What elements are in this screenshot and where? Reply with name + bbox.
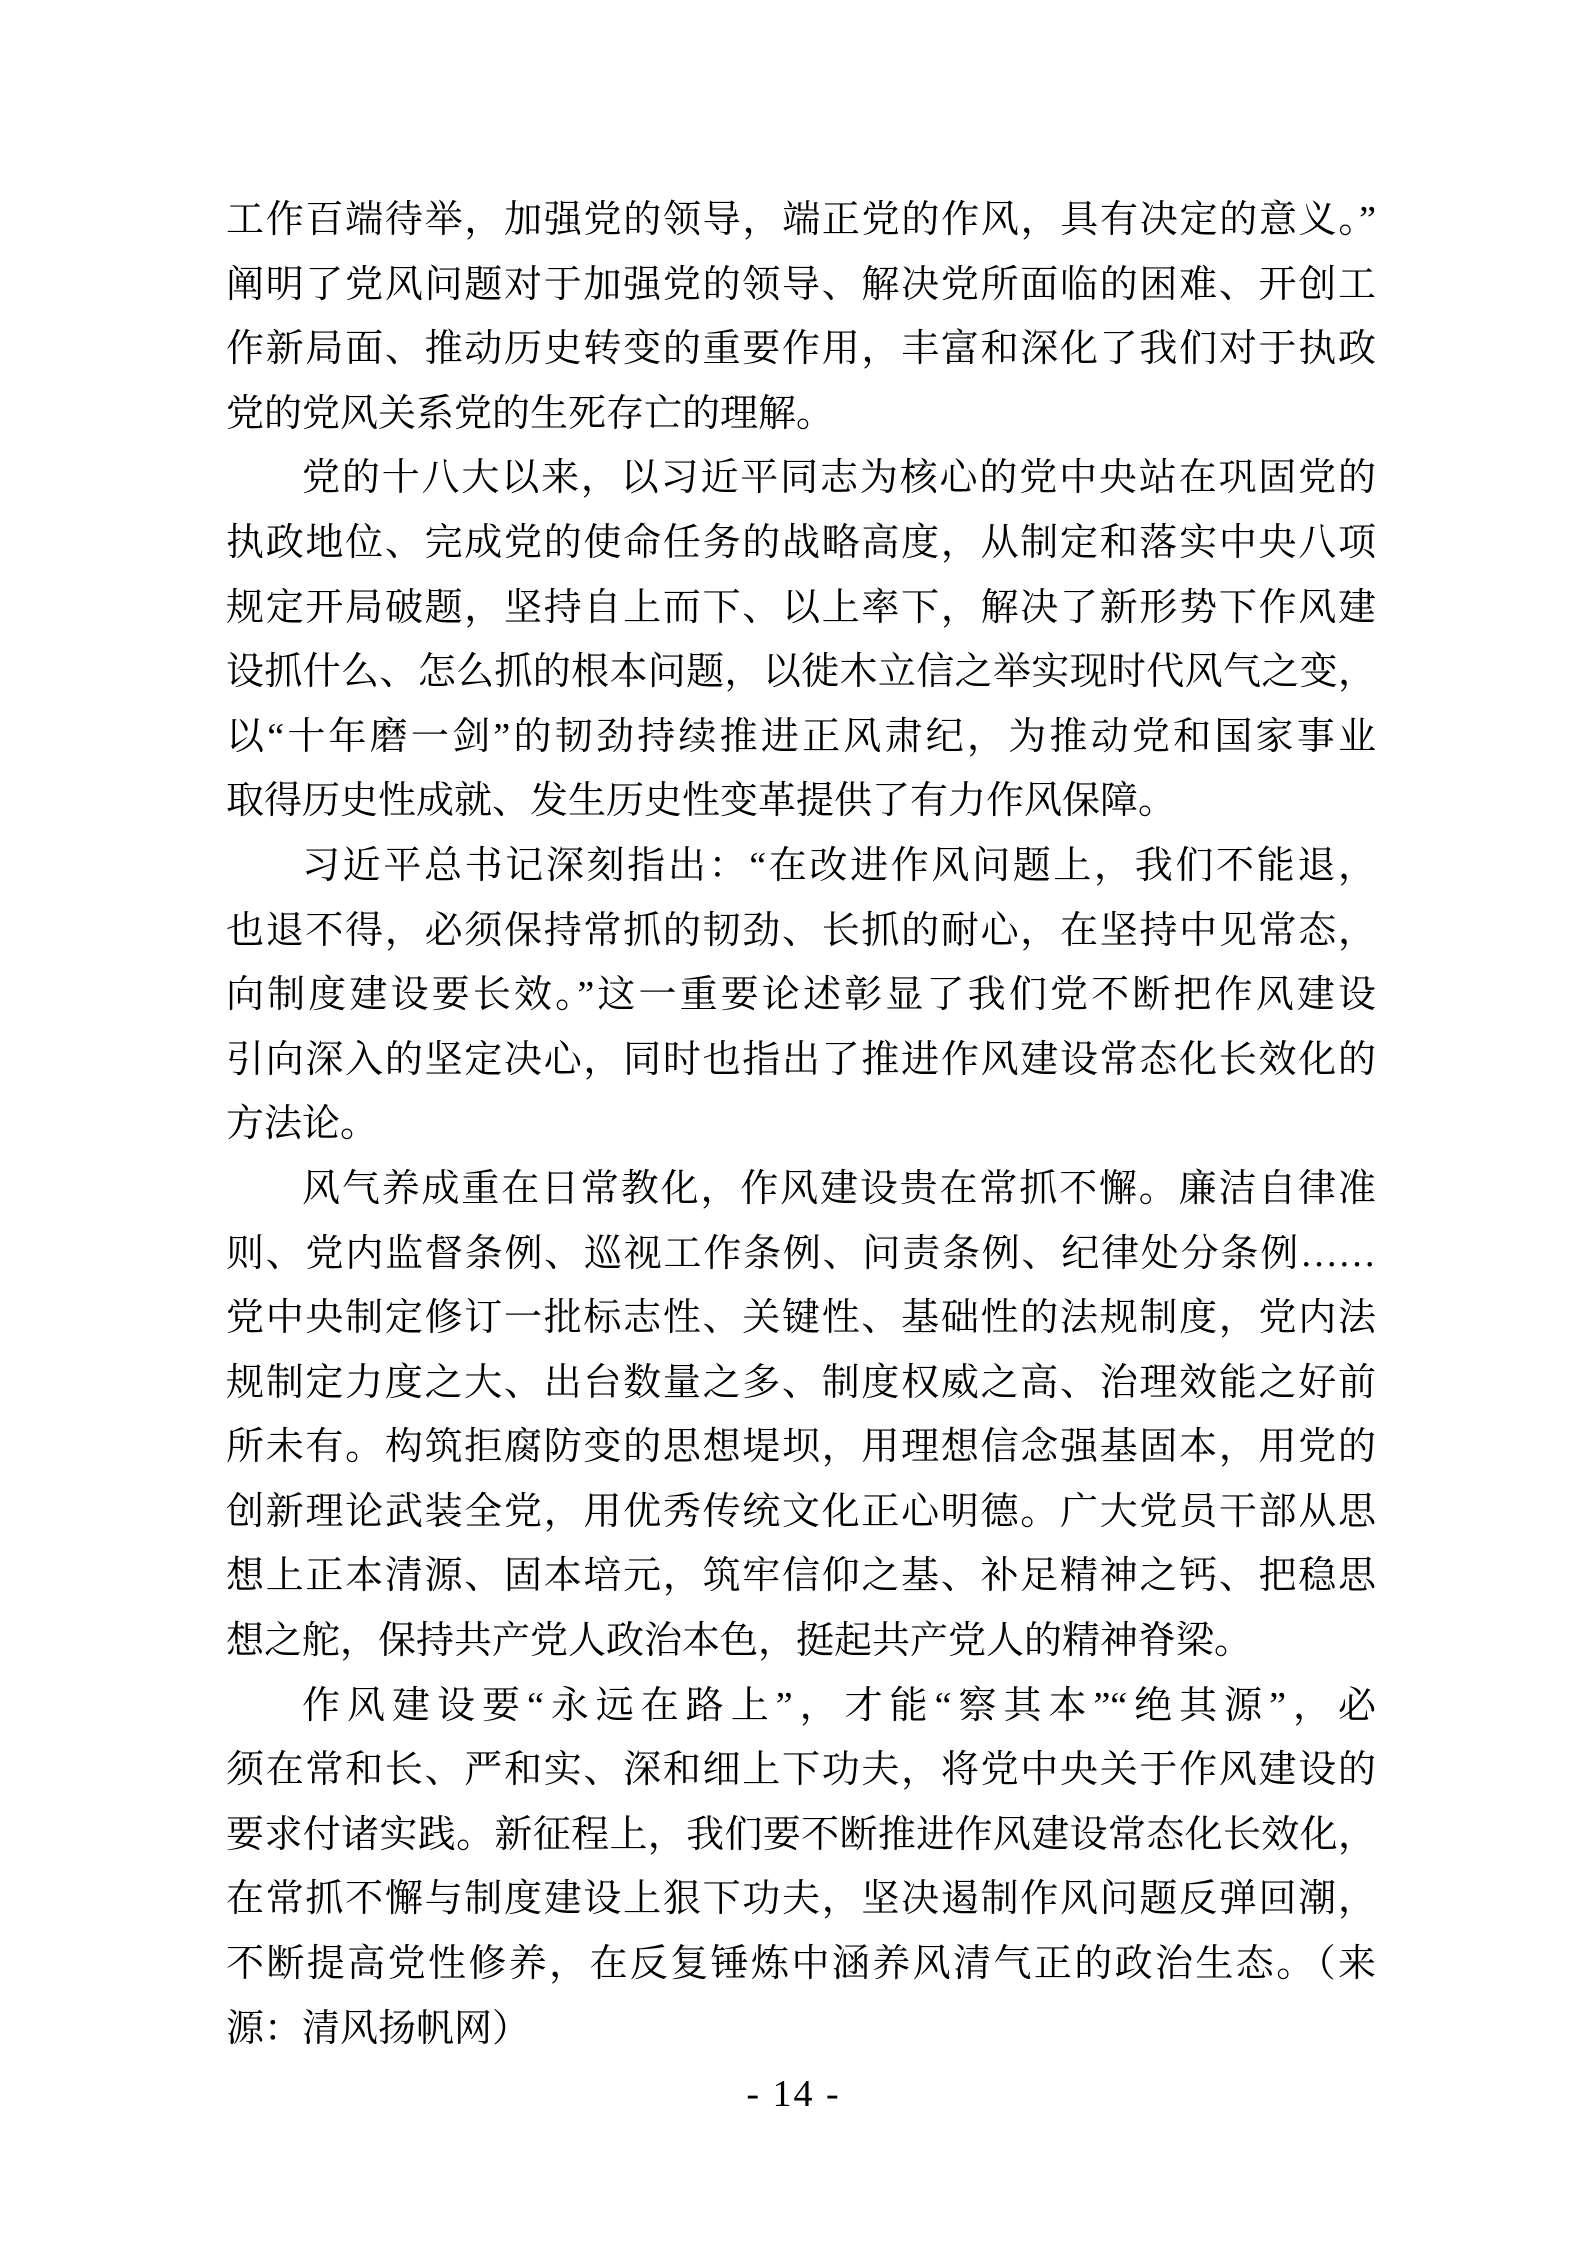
text-line: 作风建设要“永远在路上”，才能“察其本”“绝其源”，必 bbox=[302, 1684, 1376, 1727]
text-line: 规制定力度之大、出台数量之多、制度权威之高、治理效能之好前 bbox=[226, 1361, 1376, 1404]
text-line: 引向深入的坚定决心，同时也指出了推进作风建设常态化长效化的 bbox=[226, 1038, 1376, 1081]
text-line: 向制度建设要长效。”这一重要论述彰显了我们党不断把作风建设 bbox=[226, 974, 1376, 1017]
text-line: 想之舵，保持共产党人政治本色，挺起共产党人的精神脊梁。 bbox=[226, 1620, 1253, 1663]
text-line: 想上正本清源、固本培元，筑牢信仰之基、补足精神之钙、把稳思 bbox=[226, 1555, 1376, 1598]
text-line: 取得历史性成就、发生历史性变革提供了有力作风保障。 bbox=[226, 780, 1177, 823]
text-line: 方法论。 bbox=[226, 1103, 379, 1146]
text-line: 要求付诸实践。新征程上，我们要不断推进作风建设常态化长效化， bbox=[226, 1813, 1376, 1856]
page-footer bbox=[0, 2072, 1587, 2122]
text-line: 习近平总书记深刻指出：“在改进作风问题上，我们不能退， bbox=[302, 844, 1376, 887]
text-line: 则、党内监督条例、巡视工作条例、问责条例、纪律处分条例…… bbox=[226, 1232, 1376, 1275]
text-line: 以“十年磨一剑”的韧劲持续推进正风肃纪，为推动党和国家事业 bbox=[226, 715, 1376, 758]
text-line: 不断提高党性修养，在反复锤炼中涵养风清气正的政治生态。（来 bbox=[226, 1943, 1376, 1986]
text-line: 在常抓不懈与制度建设上狠下功夫，坚决遏制作风问题反弹回潮， bbox=[226, 1878, 1376, 1921]
text-line: 阐明了党风问题对于加强党的领导、解决党所面临的困难、开创工 bbox=[226, 263, 1376, 306]
text-line: 党的党风关系党的生死存亡的理解。 bbox=[226, 392, 835, 435]
text-line: 风气养成重在日常教化，作风建设贵在常抓不懈。廉洁自律准 bbox=[302, 1167, 1376, 1210]
page-number: - 14 - bbox=[746, 2073, 841, 2115]
body-text bbox=[226, 188, 1376, 2061]
text-line: 工作百端待举，加强党的领导，端正党的作风，具有决定的意义。” bbox=[226, 199, 1376, 241]
text-line: 创新理论武装全党，用优秀传统文化正心明德。广大党员干部从思 bbox=[226, 1490, 1376, 1533]
text-line: 也退不得，必须保持常抓的韧劲、长抓的耐心，在坚持中见常态， bbox=[226, 909, 1376, 952]
text-line: 源：清风扬帆网） bbox=[226, 2007, 531, 2050]
text-line: 所未有。构筑拒腐防变的思想堤坝，用理想信念强基固本，用党的 bbox=[226, 1426, 1376, 1469]
text-line: 作新局面、推动历史转变的重要作用，丰富和深化了我们对于执政 bbox=[226, 328, 1376, 371]
text-line: 须在常和长、严和实、深和细上下功夫，将党中央关于作风建设的 bbox=[226, 1749, 1376, 1792]
text-line: 设抓什么、怎么抓的根本问题，以徙木立信之举实现时代风气之变， bbox=[226, 651, 1376, 694]
text-line: 规定开局破题，坚持自上而下、以上率下，解决了新形势下作风建 bbox=[226, 586, 1376, 629]
text-line: 党的十八大以来，以习近平同志为核心的党中央站在巩固党的 bbox=[302, 457, 1376, 500]
text-line: 党中央制定修订一批标志性、关键性、基础性的法规制度，党内法 bbox=[226, 1297, 1376, 1340]
text-line: 执政地位、完成党的使命任务的战略高度，从制定和落实中央八项 bbox=[226, 521, 1376, 564]
